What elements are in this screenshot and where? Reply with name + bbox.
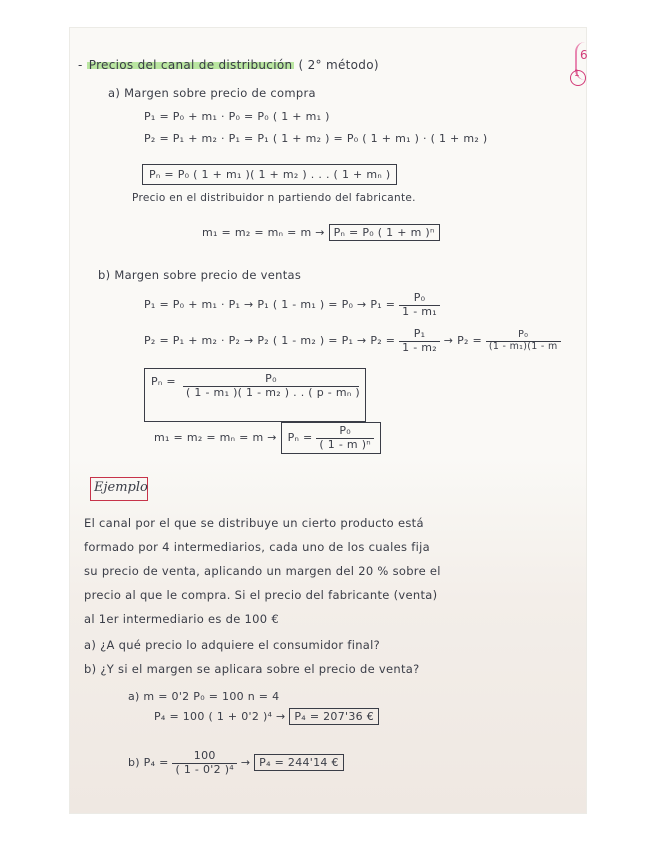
title-line <box>78 58 379 72</box>
solution-a-result: P₄ = 207'36 € <box>289 708 379 725</box>
problem-line-5: al 1er intermediario es de 100 € <box>84 612 279 626</box>
section-title: Precios del canal de distribución <box>88 58 293 72</box>
solution-b-left: b) P₄ = <box>128 756 169 770</box>
b-equal-left: Pₙ = <box>287 431 313 445</box>
b-boxed-fraction <box>183 373 359 399</box>
b-eq2-numerator-2: P₀ <box>486 330 561 342</box>
a-equation-1: P₁ = P₀ + m₁ · P₀ = P₀ ( 1 + m₁ ) <box>144 110 330 123</box>
a-equation-2: P₂ = P₁ + m₂ · P₁ = P₁ ( 1 + m₂ ) = P₀ ( 1 + m₁ ) · ( 1 + m₂ ) <box>144 132 488 145</box>
b-boxed-denominator: ( 1 - m₁ )( 1 - m₂ ) . . ( p - mₙ ) <box>186 385 360 399</box>
b-eq2-denominator: 1 - m₂ <box>402 340 437 354</box>
solution-a-expression: P₄ = 100 ( 1 + 0'2 )⁴ → <box>154 710 286 723</box>
b-eq1-fraction <box>399 292 440 318</box>
problem-line-4: precio al que le compra. Si el precio del fabricante (venta) <box>84 588 438 602</box>
b-eq1-left: P₁ = P₀ + m₁ · P₁ → P₁ ( 1 - m₁ ) = P₀ → P₁ = <box>144 298 396 312</box>
b-equation-2 <box>144 328 561 354</box>
b-equal-numerator: P₀ <box>316 425 374 439</box>
a-equal-margins-line <box>202 226 440 239</box>
ejemplo-label: Ejemplo <box>94 480 148 495</box>
solution-a-line-1: a) m = 0'2 P₀ = 100 n = 4 <box>128 690 280 703</box>
b-eq1-denominator: 1 - m₁ <box>402 304 437 318</box>
a-boxed-formula: Pₙ = P₀ ( 1 + m₁ )( 1 + m₂ ) . . . ( 1 + mₙ ) <box>142 164 397 185</box>
title-dash: - <box>78 58 83 72</box>
b-eq2-fraction <box>399 328 440 354</box>
b-eq2-left: P₂ = P₁ + m₂ · P₂ → P₂ ( 1 - m₂ ) = P₁ → P₂ = <box>144 334 396 348</box>
notebook-page <box>70 28 586 813</box>
a-note: Precio en el distribuidor n partiendo del fabricante. <box>132 192 416 204</box>
a-equal-result: Pₙ = P₀ ( 1 + m )ⁿ <box>329 224 440 241</box>
solution-b-denominator: ( 1 - 0'2 )⁴ <box>175 762 235 776</box>
solution-b-line <box>128 750 344 776</box>
b-eq2-arrow: → P₂ = <box>443 334 483 348</box>
question-b: b) ¿Y si el margen se aplicara sobre el precio de venta? <box>84 662 420 676</box>
b-eq2-fraction-2 <box>486 330 561 353</box>
b-boxed-formula <box>144 368 366 422</box>
a-heading: a) Margen sobre precio de compra <box>108 86 316 100</box>
title-suffix: ( 2° método) <box>298 58 379 72</box>
corner-circle-label: 1 <box>574 69 581 79</box>
b-eq2-numerator: P₁ <box>399 328 440 342</box>
corner-number: 6 <box>580 48 588 62</box>
b-equal-result-box <box>281 422 381 454</box>
b-equation-1 <box>144 292 440 318</box>
b-heading: b) Margen sobre precio de ventas <box>98 268 302 282</box>
question-a: a) ¿A qué precio lo adquiere el consumidor final? <box>84 638 381 652</box>
b-eq1-numerator: P₀ <box>399 292 440 306</box>
b-boxed-left: Pₙ = <box>151 375 176 388</box>
problem-line-3: su precio de venta, aplicando un margen del 20 % sobre el <box>84 564 441 578</box>
solution-b-fraction <box>172 750 237 776</box>
solution-a-line-2 <box>154 710 379 723</box>
problem-line-1: El canal por el que se distribuye un cierto producto está <box>84 516 424 530</box>
b-equal-margins: m₁ = m₂ = mₙ = m → <box>154 431 277 445</box>
b-equal-denominator: ( 1 - m )ⁿ <box>319 437 371 451</box>
solution-b-arrow: → <box>240 756 251 770</box>
solution-b-numerator: 100 <box>172 750 237 764</box>
b-eq2-denominator-2: (1 - m₁)(1 - m <box>488 340 558 352</box>
a-equal-margins: m₁ = m₂ = mₙ = m → <box>202 226 325 239</box>
b-boxed-numerator: P₀ <box>183 373 359 387</box>
problem-line-2: formado por 4 intermediarios, cada uno de los cuales fija <box>84 540 430 554</box>
solution-b-result: P₄ = 244'14 € <box>254 754 344 771</box>
b-equal-margins-line <box>154 422 381 454</box>
b-equal-fraction <box>316 425 374 451</box>
